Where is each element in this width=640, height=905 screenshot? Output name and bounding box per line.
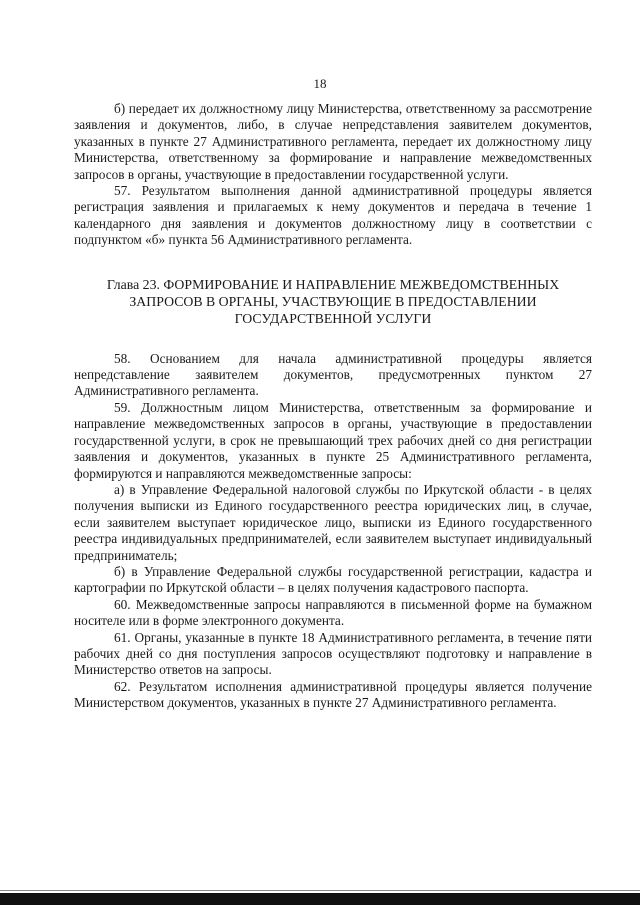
paragraph-56b: б) передает их должностному лицу Министерства, ответственному за рассмотрение заявления и документов, либо, в случае непредставления заявителем документов, указанных в пункте 27 Административного регламента, передает их должностному лицу Министерства, ответственному за формирование и направление межведомственных запросов в органы, участвующие в предоставлении государственной услуги.: [74, 101, 592, 182]
scan-bottom-edge: [0, 893, 640, 905]
paragraph-60: 60. Межведомственные запросы направляются в письменной форме на бумажном носителе или в форме электронного документа.: [74, 596, 592, 629]
page-number: 18: [313, 76, 327, 91]
paragraph-62: 62. Результатом исполнения административной процедуры является получение Министерством документов, указанных в пункте 27 Административного регламента.: [74, 678, 592, 711]
paragraph-59b: б) в Управление Федеральной службы государственной регистрации, кадастра и картографии по Иркутской области – в целях получения кадастрового паспорта.: [74, 563, 592, 596]
chapter-heading: Глава 23. ФОРМИРОВАНИЕ И НАПРАВЛЕНИЕ МЕЖВЕДОМСТВЕННЫХ ЗАПРОСОВ В ОРГАНЫ, УЧАСТВУЮЩИЕ В ПРЕДОСТАВЛЕНИИ ГОСУДАРСТВЕННОЙ УСЛУГИ: [106, 276, 560, 326]
paragraph-59a: а) в Управление Федеральной налоговой службы по Иркутской области - в целях получения выписки из Единого государственного реестра юридических лиц, в случае, если заявителем выступает юридическое лицо, выписки из Единого государственного реестра индивидуальных предпринимателей, если заявителем выступает индивидуальный предприниматель;: [74, 481, 592, 563]
document-body: [74, 101, 592, 712]
paragraph-59: 59. Должностным лицом Министерства, ответственным за формирование и направление межведомственных запросов в органы, участвующие в предоставлении государственной услуги, в срок не превышающий трех рабочих дней со дня регистрации заявления и документов, указанных в пункте 25 Административного регламента, формируются и направляются межведомственные запросы:: [74, 399, 592, 481]
paragraph-61: 61. Органы, указанные в пункте 18 Административного регламента, в течение пяти рабочих дней со дня поступления запросов осуществляют подготовку и направление в Министерство ответов на запросы.: [74, 629, 592, 678]
paragraph-58: 58. Основанием для начала административной процедуры является непредставление заявителем документов, предусмотренных пунктом 27 Административного регламента.: [74, 350, 592, 399]
paragraph-57: 57. Результатом выполнения данной административной процедуры является регистрация заявления и прилагаемых к нему документов и передача в течение 1 календарного дня заявления и документов должностному лицу в соответствии с подпунктом «б» пункта 56 Административного регламента.: [74, 183, 592, 248]
